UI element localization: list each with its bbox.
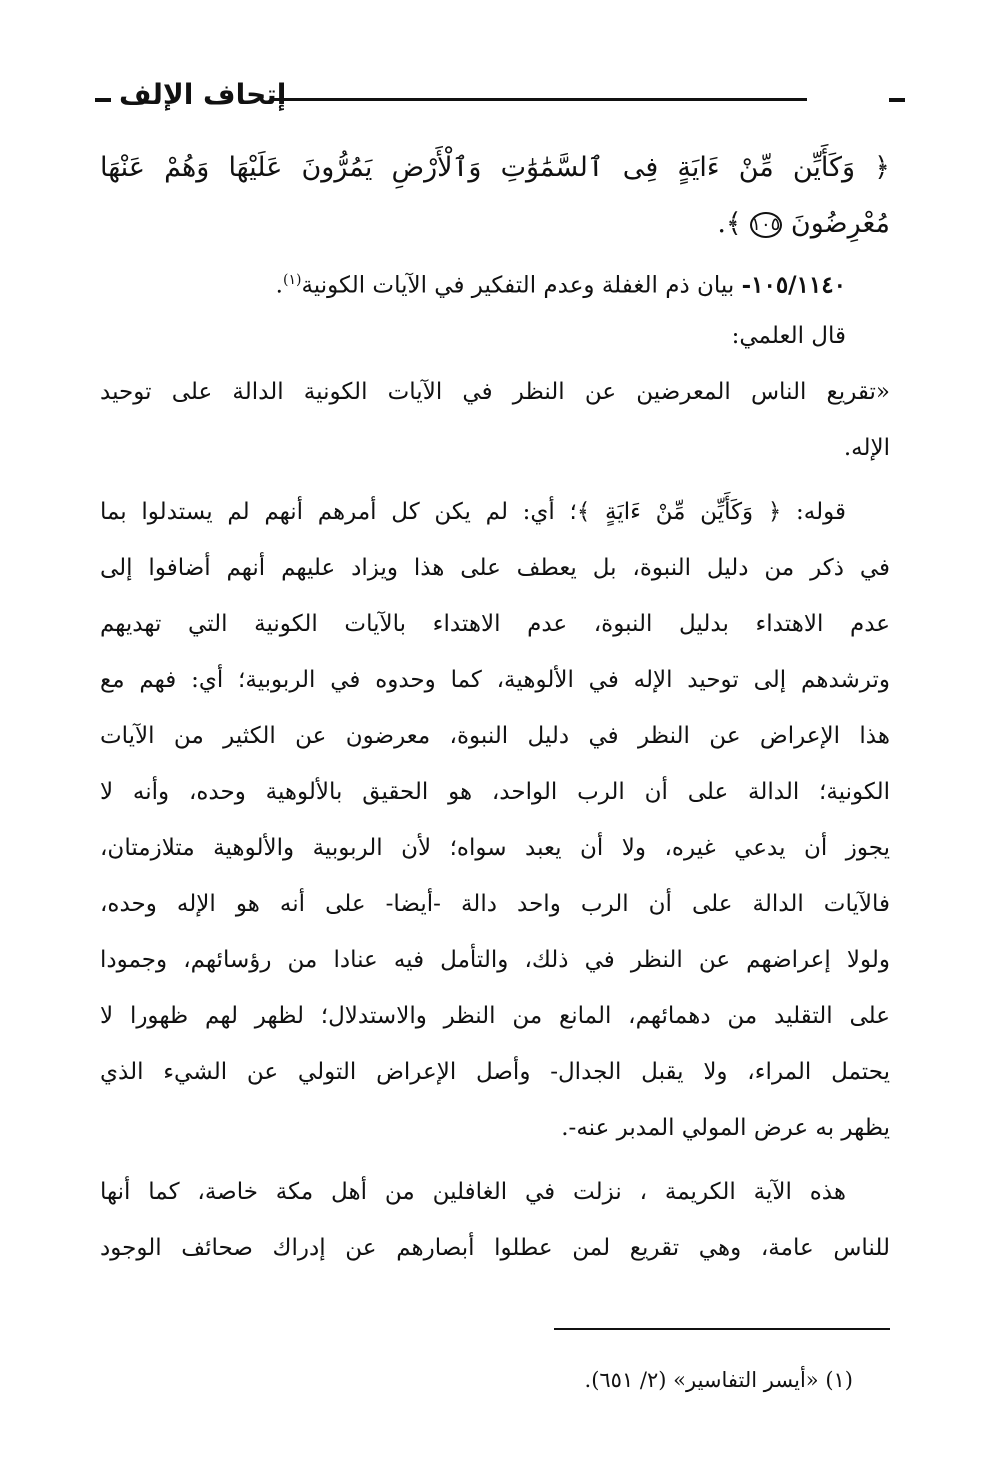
section-title: بيان ذم الغفلة وعدم التفكير في الآيات الكونية <box>301 272 735 299</box>
section-heading: ١٠٥/١١٤٠- بيان ذم الغفلة وعدم التفكير في الآيات الكونية$^{(١)}$. <box>275 271 846 299</box>
paragraph-line: للناس عامة، وهي تقريع لمن عطلوا أبصارهم عن إدراك صحائف الوجود <box>100 1235 890 1261</box>
quran-verse-line-1: ﴿ وَكَأَيِّن مِّنْ ءَايَةٍ فِى ٱلسَّمَٰوَٰتِ وَٱلْأَرْضِ يَمُرُّونَ عَلَيْهَا وَهُمْ عَنْهَا <box>100 152 890 183</box>
paragraph-line: يظهر به عرض المولي المدبر عنه-. <box>561 1115 890 1141</box>
paragraph-line: هذه الآية الكريمة ، نزلت في الغافلين من أهل مكة خاصة، كما أنها <box>100 1179 846 1205</box>
quran-verse-line-2: مُعْرِضُونَ ١٠٥ ﴾. <box>717 208 890 239</box>
paragraph-line: قوله: ﴿ وَكَأَيِّن مِّنْ ءَايَةٍ ﴾؛ أي: لم يكن كل أمرهم أنهم لم يستدلوا بما <box>100 499 846 525</box>
book-title: إتحاف الإلف <box>119 78 287 111</box>
paragraph-line: ولولا إعراضهم عن النظر في ذلك، والتأمل فيه عنادا من رؤسائهم، وجمودا <box>100 947 890 973</box>
ayah-number-icon: ١٠٥ <box>750 212 782 238</box>
paragraph-line: هذا الإعراض عن النظر في دليل النبوة، معرضون عن الكثير من الآيات <box>100 723 890 749</box>
paragraph-line: فالآيات الدالة على أن الرب واحد دالة -أيضا- على أنه هو الإله وحده، <box>100 891 890 917</box>
quran-verse-end-word: مُعْرِضُونَ <box>790 208 890 239</box>
paragraph-line: عدم الاهتداء بدليل النبوة، عدم الاهتداء بالآيات الكونية التي تهديهم <box>100 611 890 637</box>
page-body <box>100 140 890 1276</box>
paragraph-line: «تقريع الناس المعرضين عن النظر في الآيات الكونية الدالة على توحيد <box>100 379 890 405</box>
header-rule <box>273 98 807 101</box>
attribution-line: قال العلمي: <box>731 323 846 349</box>
header-dash-left <box>95 98 111 102</box>
footnote-separator <box>554 1328 890 1330</box>
paragraph-line: الإله. <box>843 435 890 461</box>
paragraph-line: يحتمل المراء، ولا يقبل الجدال- وأصل الإعراض التولي عن الشيء الذي <box>100 1059 890 1085</box>
running-header <box>95 78 905 122</box>
header-dash-right <box>889 98 905 102</box>
paragraph-line: الكونية؛ الدالة على أن الرب الواحد، هو الحقيق بالألوهية وحده، وأنه لا <box>100 779 890 805</box>
paragraph-line: وترشدهم إلى توحيد الإله في الألوهية، كما وحدوه في الربوبية؛ أي: فهم مع <box>100 667 890 693</box>
footnote-marker: (١) <box>282 272 302 288</box>
paragraph-line: في ذكر من دليل النبوة، بل يعطف على هذا ويزاد عليهم أنهم أضافوا إلى <box>100 555 890 581</box>
paragraph-line: يجوز أن يدعي غيره، ولا أن يعبد سواه؛ لأن الربوبية والألوهية متلازمتان، <box>100 835 890 861</box>
footnote: (١) «أيسر التفاسير» (٢/ ٦٥١). <box>584 1368 853 1392</box>
paragraph-line: على التقليد من دهمائهم، المانع من النظر والاستدلال؛ لظهر لهم ظهورا لا <box>100 1003 890 1029</box>
section-number: ١٠٥/١١٤٠- <box>741 271 846 299</box>
